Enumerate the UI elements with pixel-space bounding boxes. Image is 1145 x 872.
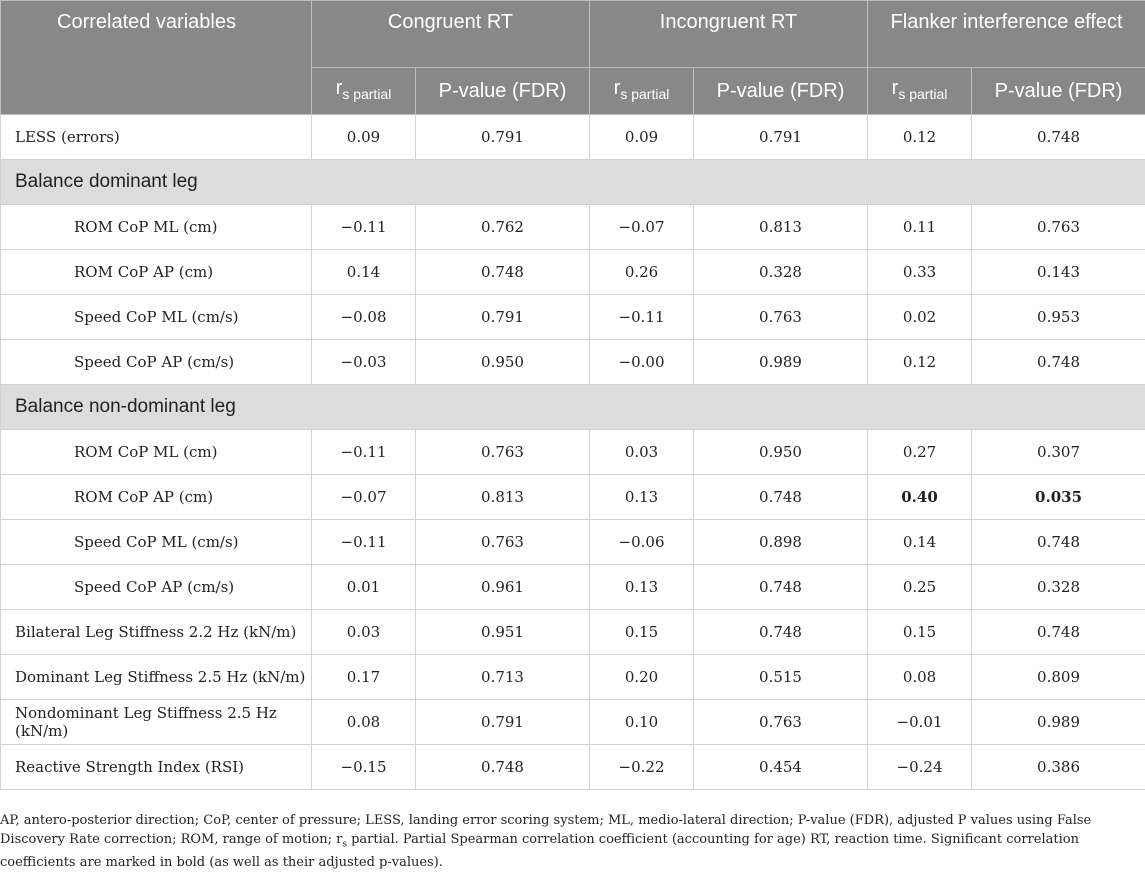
row-label: Reactive Strength Index (RSI)	[1, 745, 312, 790]
rs-cell: −0.08	[312, 295, 416, 340]
pvalue-cell: 0.898	[694, 520, 868, 565]
pvalue-cell: 0.748	[972, 115, 1145, 160]
table-row	[1, 205, 1145, 250]
pvalue-cell: 0.809	[972, 655, 1145, 700]
rs-cell: 0.26	[590, 250, 694, 295]
rs-cell: 0.03	[312, 610, 416, 655]
row-label: Speed CoP AP (cm/s)	[1, 340, 312, 385]
pvalue-cell: 0.748	[972, 610, 1145, 655]
rs-cell: 0.13	[590, 475, 694, 520]
rs-cell: 0.27	[868, 430, 972, 475]
pvalue-cell: 0.762	[416, 205, 590, 250]
header-pvalue: P-value (FDR)	[416, 68, 590, 115]
pvalue-cell: 0.961	[416, 565, 590, 610]
rs-cell: 0.08	[868, 655, 972, 700]
row-label: Dominant Leg Stiffness 2.5 Hz (kN/m)	[1, 655, 312, 700]
table-footnote	[0, 812, 1145, 872]
pvalue-cell: 0.950	[694, 430, 868, 475]
table-row	[1, 115, 1145, 160]
rs-cell: 0.14	[312, 250, 416, 295]
rs-cell: −0.11	[312, 520, 416, 565]
table-row	[1, 430, 1145, 475]
pvalue-cell: 0.791	[416, 115, 590, 160]
table-body	[1, 115, 1145, 790]
row-label: LESS (errors)	[1, 115, 312, 160]
header-congruent-rt: Congruent RT	[312, 1, 590, 68]
rs-cell: −0.11	[312, 430, 416, 475]
rs-cell: −0.24	[868, 745, 972, 790]
rs-cell: 0.02	[868, 295, 972, 340]
pvalue-cell: 0.328	[972, 565, 1145, 610]
table-row	[1, 565, 1145, 610]
rs-subscript: s partial	[898, 86, 947, 102]
rs-cell: −0.00	[590, 340, 694, 385]
rs-cell: 0.25	[868, 565, 972, 610]
rs-cell: 0.03	[590, 430, 694, 475]
row-label: ROM CoP AP (cm)	[1, 250, 312, 295]
rs-cell: −0.01	[868, 700, 972, 745]
rs-cell: 0.17	[312, 655, 416, 700]
pvalue-cell: 0.748	[694, 475, 868, 520]
table-header	[1, 1, 1145, 115]
header-pvalue: P-value (FDR)	[694, 68, 868, 115]
header-pvalue: P-value (FDR)	[972, 68, 1145, 115]
pvalue-cell: 0.748	[694, 565, 868, 610]
header-rs-partial	[590, 68, 694, 115]
header-row-groups	[1, 1, 1145, 68]
pvalue-cell: 0.791	[694, 115, 868, 160]
section-title: Balance dominant leg	[1, 160, 1145, 205]
rs-cell: 0.12	[868, 115, 972, 160]
row-label: Speed CoP ML (cm/s)	[1, 295, 312, 340]
pvalue-cell: 0.989	[694, 340, 868, 385]
table-row	[1, 655, 1145, 700]
pvalue-cell: 0.791	[416, 700, 590, 745]
rs-cell: 0.15	[590, 610, 694, 655]
rs-cell: −0.07	[590, 205, 694, 250]
rs-cell: 0.15	[868, 610, 972, 655]
rs-cell: 0.33	[868, 250, 972, 295]
rs-symbol: r	[336, 77, 343, 99]
pvalue-cell: 0.763	[694, 700, 868, 745]
row-label: Speed CoP AP (cm/s)	[1, 565, 312, 610]
pvalue-cell: 0.515	[694, 655, 868, 700]
section-row	[1, 160, 1145, 205]
pvalue-cell: 0.763	[416, 430, 590, 475]
rs-cell: 0.10	[590, 700, 694, 745]
rs-subscript: s partial	[342, 86, 391, 102]
rs-cell: −0.11	[312, 205, 416, 250]
pvalue-cell: 0.953	[972, 295, 1145, 340]
rs-cell: 0.09	[590, 115, 694, 160]
pvalue-cell: 0.791	[416, 295, 590, 340]
row-label: Nondominant Leg Stiffness 2.5 Hz (kN/m)	[1, 700, 312, 745]
pvalue-cell: 0.748	[972, 520, 1145, 565]
table-row	[1, 340, 1145, 385]
pvalue-cell: 0.386	[972, 745, 1145, 790]
pvalue-cell: 0.328	[694, 250, 868, 295]
pvalue-cell: 0.748	[416, 250, 590, 295]
pvalue-cell: 0.763	[694, 295, 868, 340]
rs-symbol: r	[892, 77, 899, 99]
rs-cell: 0.01	[312, 565, 416, 610]
pvalue-cell: 0.035	[972, 475, 1145, 520]
rs-cell: −0.03	[312, 340, 416, 385]
row-label: ROM CoP ML (cm)	[1, 205, 312, 250]
rs-cell: 0.08	[312, 700, 416, 745]
section-row	[1, 385, 1145, 430]
header-incongruent-rt: Incongruent RT	[590, 1, 868, 68]
rs-cell: −0.15	[312, 745, 416, 790]
header-rs-partial	[868, 68, 972, 115]
rs-cell: −0.11	[590, 295, 694, 340]
pvalue-cell: 0.748	[972, 340, 1145, 385]
rs-cell: 0.09	[312, 115, 416, 160]
rs-cell: 0.11	[868, 205, 972, 250]
row-label: Speed CoP ML (cm/s)	[1, 520, 312, 565]
table-row	[1, 295, 1145, 340]
table-row	[1, 700, 1145, 745]
pvalue-cell: 0.748	[694, 610, 868, 655]
header-rs-partial	[312, 68, 416, 115]
pvalue-cell: 0.713	[416, 655, 590, 700]
pvalue-cell: 0.454	[694, 745, 868, 790]
table-row	[1, 745, 1145, 790]
footnote-text-end: partial. Partial Spearman correlation coefficient (accounting for age) RT, reaction time. Significant correlation coefficients are marked in bold (as well as their adjusted p-values).	[0, 832, 1079, 870]
pvalue-cell: 0.950	[416, 340, 590, 385]
table-row	[1, 475, 1145, 520]
table-row	[1, 250, 1145, 295]
table-row	[1, 610, 1145, 655]
pvalue-cell: 0.748	[416, 745, 590, 790]
header-flanker-effect: Flanker interference effect	[868, 1, 1145, 68]
row-label: ROM CoP AP (cm)	[1, 475, 312, 520]
rs-subscript: s partial	[620, 86, 669, 102]
table-row	[1, 520, 1145, 565]
rs-cell: −0.07	[312, 475, 416, 520]
footnote-subscript: s	[342, 839, 347, 849]
rs-cell: 0.40	[868, 475, 972, 520]
rs-cell: 0.14	[868, 520, 972, 565]
rs-cell: 0.20	[590, 655, 694, 700]
footnote-text-start: AP, antero-posterior direction; CoP, center of pressure; LESS, landing error scoring system; ML, medio-lateral direction; P-value (FDR), adjusted P values using False Discovery Rate correction; ROM, range of motion; r	[0, 813, 1091, 847]
pvalue-cell: 0.143	[972, 250, 1145, 295]
pvalue-cell: 0.951	[416, 610, 590, 655]
section-title: Balance non-dominant leg	[1, 385, 1145, 430]
header-correlated-variables: Correlated variables	[1, 1, 312, 115]
pvalue-cell: 0.763	[416, 520, 590, 565]
pvalue-cell: 0.307	[972, 430, 1145, 475]
row-label: Bilateral Leg Stiffness 2.2 Hz (kN/m)	[1, 610, 312, 655]
rs-cell: −0.22	[590, 745, 694, 790]
pvalue-cell: 0.813	[416, 475, 590, 520]
pvalue-cell: 0.763	[972, 205, 1145, 250]
rs-cell: 0.13	[590, 565, 694, 610]
rs-cell: 0.12	[868, 340, 972, 385]
rs-symbol: r	[614, 77, 621, 99]
pvalue-cell: 0.813	[694, 205, 868, 250]
row-label: ROM CoP ML (cm)	[1, 430, 312, 475]
rs-cell: −0.06	[590, 520, 694, 565]
pvalue-cell: 0.989	[972, 700, 1145, 745]
